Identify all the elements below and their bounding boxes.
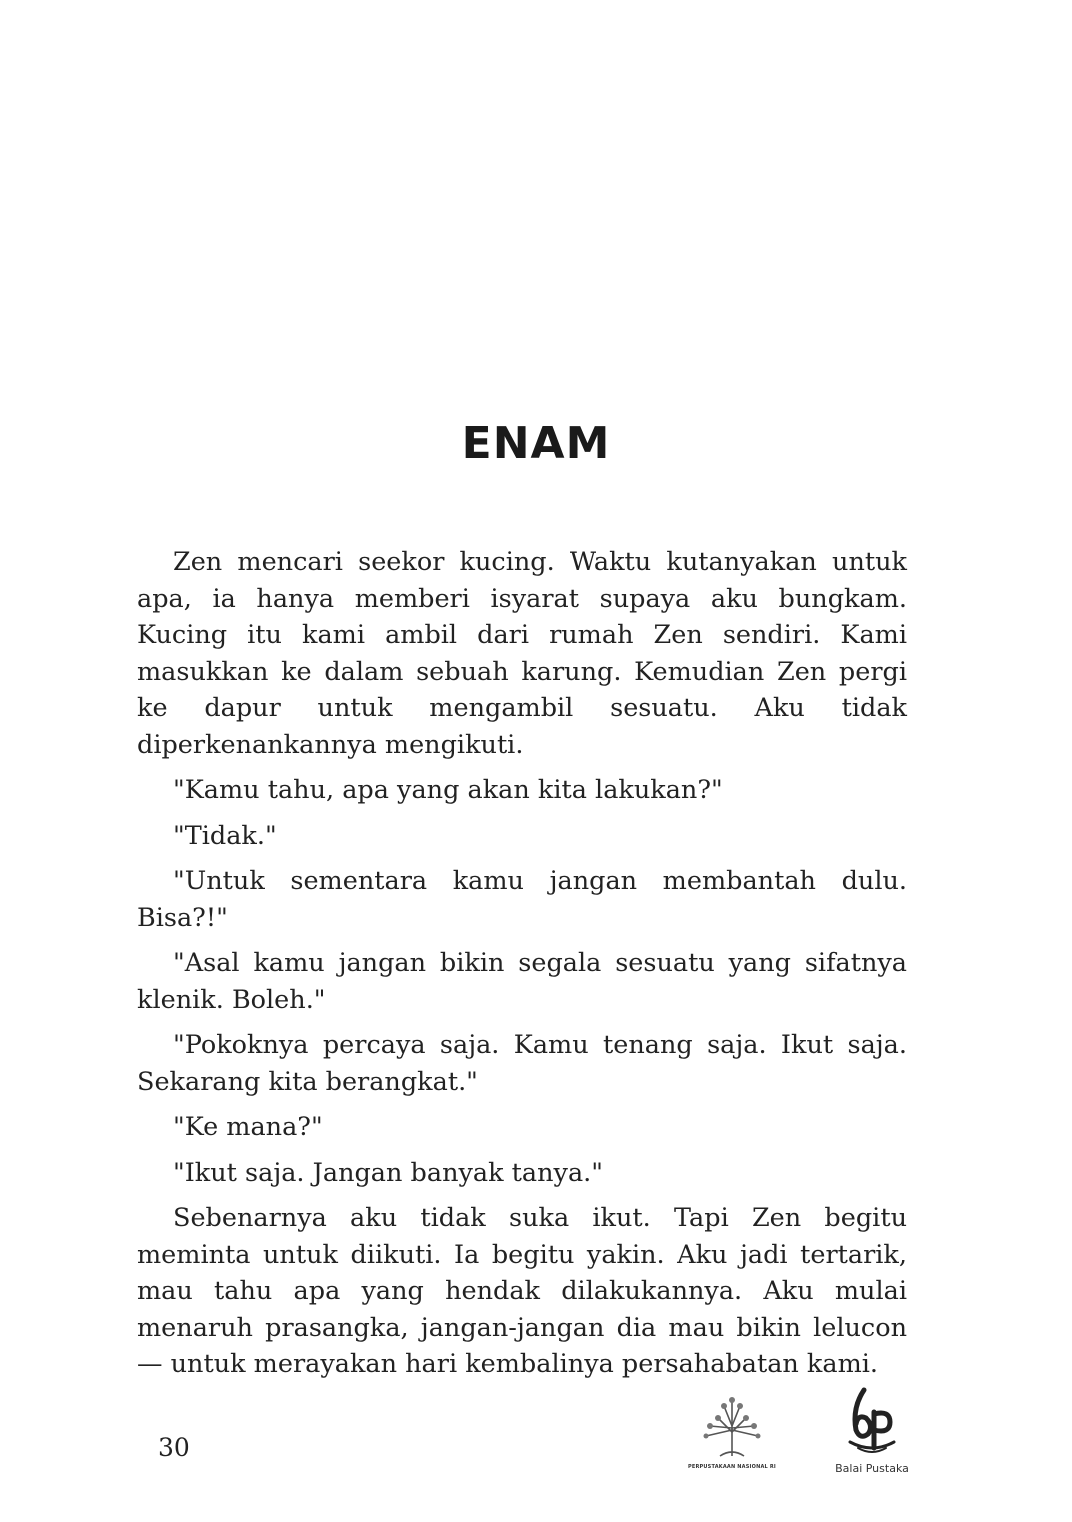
paragraph: "Asal kamu jangan bikin segala sesuatu yang sifatnya klenik. Boleh." <box>137 948 907 1015</box>
paragraph: "Kamu tahu, apa yang akan kita lakukan?" <box>173 775 723 805</box>
balai-pustaka-logo <box>822 1378 922 1478</box>
chapter-title: ENAM <box>461 418 611 469</box>
paragraph: "Ikut saja. Jangan banyak tanya." <box>173 1157 603 1188</box>
paragraph: Zen mencari seekor kucing. Waktu kutanyakan untuk apa, ia hanya memberi isyarat supaya aku bungkam. Kucing itu kami ambil dari rumah Zen sendiri. Kami masukkan ke dalam sebuah karung. Kemudian Zen pergi ke dapur untuk mengambil sesuatu. Aku tidak diperkenankannya mengikuti. <box>137 547 907 760</box>
page-number: 30 <box>158 1433 190 1462</box>
tree-emblem-icon <box>700 1392 764 1460</box>
balai-pustaka-logo-icon <box>844 1378 900 1460</box>
balai-pustaka-caption: Balai Pustaka <box>835 1462 909 1475</box>
paragraph: "Tidak." <box>173 820 277 851</box>
paragraph: "Ke mana?" <box>173 1112 323 1142</box>
paragraph: "Pokoknya percaya saja. Kamu tenang saja. Ikut saja. Sekarang kita berangkat." <box>137 1030 907 1097</box>
body-text <box>137 544 907 1392</box>
paragraph: "Untuk sementara kamu jangan membantah dulu. Bisa?!" <box>137 866 907 933</box>
paragraph: Sebenarnya aku tidak suka ikut. Tapi Zen begitu meminta untuk diikuti. Ia begitu yakin. Aku jadi tertarik, mau tahu apa yang hendak dilakukannya. Aku mulai menaruh prasangka, jangan-jangan dia mau bikin lelucon — untuk merayakan hari kembalinya persahabatan kami. <box>137 1203 907 1379</box>
perpustakaan-caption: PERPUSTAKAAN NASIONAL RI <box>688 1464 776 1470</box>
perpustakaan-logo <box>662 1392 802 1478</box>
